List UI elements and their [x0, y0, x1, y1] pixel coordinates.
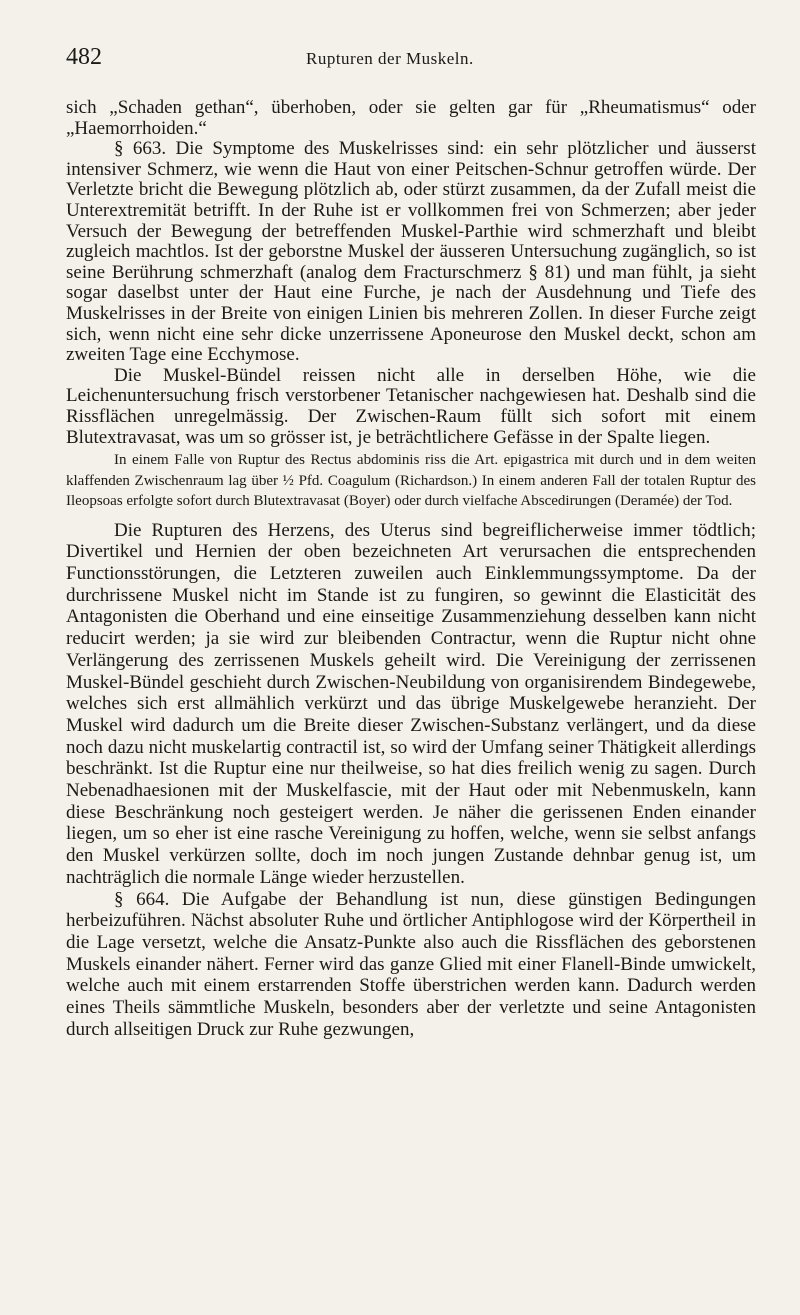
paragraph-muskel-buendel: Die Muskel-Bündel reissen nicht alle in derselben Höhe, wie die Leichenuntersuchung frisch verstorbener Tetanischer nachgewiesen hat. Deshalb sind die Rissflächen unregelmässig. Der Zwischen-Raum füllt sich sofort mit einem Blutextravasat, was um so grösser ist, je beträchtlichere Gefässe in der Spalte liegen.	[66, 364, 756, 448]
main-text-2	[66, 520, 756, 1041]
footnote-block	[66, 450, 756, 512]
main-text	[66, 98, 756, 448]
paragraph-663: § 663. Die Symptome des Muskelrisses sind: ein sehr plötzlicher und äusserst intensiver Schmerz, wie wenn die Haut von einer Peitschen-Schnur getroffen würde. Der Verletzte bricht die Bewegung plötzlich ab, oder stürzt zusammen, da der Zufall meist die Unterextremität betrifft. In der Ruhe ist er vollkommen frei von Schmerzen; aber jeder Versuch der Bewegung der betreffenden Muskel-Parthie wird schmerzhaft und bleibt zugleich machtlos. Ist der geborstne Muskel der äusseren Untersuchung zugänglich, so ist seine Berührung schmerzhaft (analog dem Fracturschmerz § 81) und man fühlt, ja sieht sogar daselbst unter der Haut eine Furche, je nach der Ausdehnung und Tiefe des Muskelrisses in der Breite von einigen Linien bis mehreren Zollen. In dieser Furche zeigt sich, wenn nicht eine sehr dicke unzerrissene Aponeurose den Muskel deckt, schon am zweiten Tage eine Ecchymose.	[66, 138, 756, 366]
running-title: Rupturen der Muskeln.	[306, 49, 474, 68]
paragraph-continuation: sich „Schaden gethan“, überhoben, oder sie gelten gar für „Rheumatismus“ oder „Haemorrhoiden.“	[66, 97, 756, 139]
footnote-text: In einem Falle von Ruptur des Rectus abdominis riss die Art. epigastrica mit durch und in dem weiten klaffenden Zwischenraum lag über ½ Pfd. Coagulum (Richardson.) In einem anderen Fall der totalen Ruptur des Ileopsoas erfolgte sofort durch Blutextravasat (Boyer) oder durch vielfache Abscedirungen (Deramée) der Tod.	[66, 452, 756, 510]
page-number: 482	[66, 44, 102, 70]
page-header	[66, 44, 756, 84]
paragraph-664: § 664. Die Aufgabe der Behandlung ist nun, diese günstigen Bedingungen herbeizuführen. Nächst absoluter Ruhe und örtlicher Antiphlogose wird der Körpertheil in die Lage versetzt, welche die Ansatz-Punkte also auch die Rissflächen des geborstenen Muskels einander nähert. Ferner wird das ganze Glied mit einer Flanell-Binde umwickelt, welche auch mit einem erstarrenden Stoffe überstrichen werden kann. Dadurch werden eines Theils sämmtliche Muskeln, besonders aber der verletzte und seine Antagonisten durch allseitigen Druck zur Ruhe gezwungen,	[66, 888, 756, 1040]
paragraph-rupturen-herzens: Die Rupturen des Herzens, des Uterus sind begreiflicherweise immer tödtlich; Divertikel und Hernien der oben bezeichneten Art verursachen die entsprechenden Functionsstörungen, die Letzteren zuweilen auch Einklemmungssymptome. Da der durchrissene Muskel nicht im Stande ist zu fungiren, so gewinnt die Elasticität des Antagonisten die Oberhand und eine einseitige Zusammenziehung desselben kann nicht reducirt werden; ja sie wird zur bleibenden Contractur, wenn die Ruptur nicht ohne Verlängerung des zerrissenen Muskels geheilt wird. Die Vereinigung der zerrissenen Muskel-Bündel geschieht durch Zwischen-Neubildung von organisirendem Bindegewebe, welches sich erst allmählich verkürzt und das übrige Muskelgewebe heranzieht. Der Muskel wird dadurch um die Breite dieser Zwischen-Substanz verlängert, und da diese noch dazu nicht muskelartig contractil ist, so wird der Umfang seiner Thätigkeit allerdings beschränkt. Ist die Ruptur eine nur theilweise, so hat dies freilich wenig zu sagen. Durch Nebenadhaesionen mit der Muskelfascie, mit der Haut oder mit Nebenmuskeln, kann diese Beschränkung noch gesteigert werden. Je näher die gerissenen Enden einander liegen, um so eher ist eine rasche Vereinigung zu hoffen, welche, wenn sie selbst anfangs den Muskel verkürzen sollte, doch im noch jungen Zustande dehnbar genug ist, um nachträglich die normale Länge wieder herzustellen.	[66, 519, 756, 888]
